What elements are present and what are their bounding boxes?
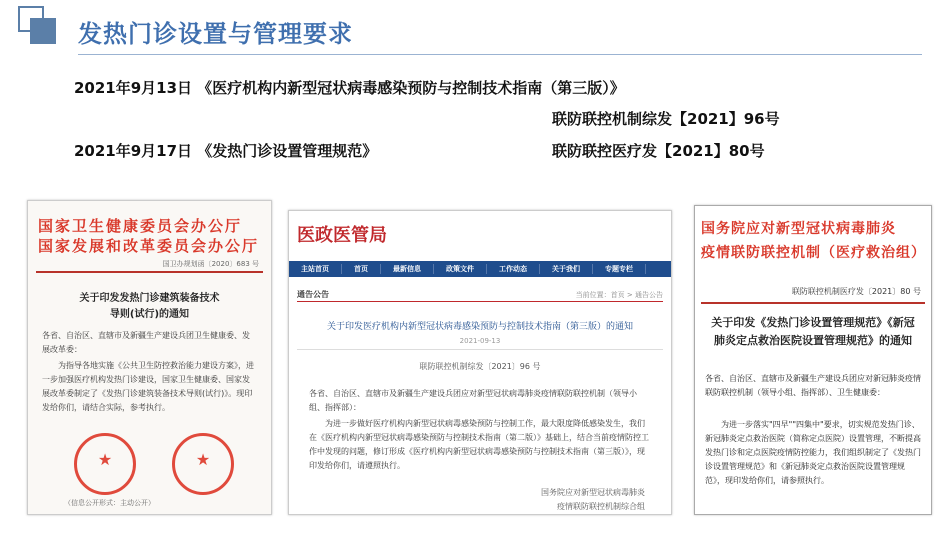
doc1-body-1: 各省、自治区、直辖市及新疆生产建设兵团卫生健康委、发展改革委： — [42, 331, 250, 354]
doc1-stamp-1 — [74, 433, 136, 495]
doc2-nav-item[interactable]: 专题专栏 — [593, 264, 646, 274]
doc2-nav-item[interactable]: 工作动态 — [487, 264, 540, 274]
doc1-red-rule — [36, 271, 263, 273]
doc1-body-2: 为指导各地实施《公共卫生防控救治能力建设方案》，进一步加强医疗机构发热门诊建设，国家卫生健康委、国家发展改革委制定了《发热门诊建筑装备技术导则(试行)》。现印发给你们，请结合实际，参考执行。 — [42, 361, 254, 412]
doc2-nav-item[interactable]: 政策文件 — [434, 264, 487, 274]
doc1-title-1: 关于印发发热门诊建筑装备技术 — [79, 293, 220, 304]
doc3-header-1: 国务院应对新型冠状病毒肺炎 — [701, 221, 896, 237]
doc1-doc-no: 国卫办规划函〔2020〕683 号 — [162, 260, 259, 268]
doc3-body-2: 为进一步落实"四早""四集中"要求，切实规范发热门诊、新冠肺炎定点救治医院（简称定点医院）设置管理，不断提高发热门诊和定点医院疫情防控能力，我们组织制定了《发热门诊设置管理规范》和《新冠肺炎定点救治医院设置管理规范》，现印发给你们，请参照执行。 — [705, 420, 921, 485]
doc3-red-rule — [701, 302, 925, 304]
doc2-body-1: 各省、自治区、直辖市及新疆生产建设兵团应对新型冠状病毒肺炎疫情联防联控机制（领导小组、指挥部）： — [309, 389, 637, 412]
line1-doc-no: 联防联控机制综发【2021】96号 — [552, 110, 780, 128]
doc2-breadcrumb: 当前位置：首页 > 通告公告 — [575, 291, 663, 299]
doc2-sign-1: 国务院应对新型冠状病毒肺炎 — [541, 488, 645, 497]
doc2-doc-no: 联防联控机制综发〔2021〕96 号 — [419, 362, 541, 371]
doc1-stamp-2 — [172, 433, 234, 495]
document-image-1 — [27, 200, 272, 515]
slide-title: 发热门诊设置与管理要求 — [78, 20, 353, 48]
doc1-header-1: 国家卫生健康委员会办公厅 — [38, 217, 243, 235]
doc2-nav-bar — [289, 261, 671, 277]
doc2-nav-item[interactable]: 最新信息 — [381, 264, 434, 274]
star-icon: ★ — [97, 450, 113, 469]
doc1-header-2: 国家发展和改革委员会办公厅 — [38, 237, 260, 255]
doc3-header-2: 疫情联防联控机制（医疗救治组） — [701, 245, 926, 261]
doc2-title: 关于印发医疗机构内新型冠状病毒感染预防与控制技术指南（第三版）的通知 — [326, 322, 633, 332]
doc3-title-1: 关于印发《发热门诊设置管理规范》《新冠 — [711, 316, 915, 329]
star-icon: ★ — [195, 450, 211, 469]
doc2-nav-item[interactable]: 关于我们 — [540, 264, 593, 274]
logo-filled-square — [30, 18, 56, 44]
doc2-section: 通告公告 — [297, 290, 329, 299]
line2-doc-no: 联防联控医疗发【2021】80号 — [552, 142, 765, 160]
doc2-site-title: 医政医管局 — [297, 225, 387, 246]
line1-text: 2021年9月13日 《医疗机构内新型冠状病毒感染预防与控制技术指南（第三版）》 — [74, 79, 625, 97]
doc1-title-2: 导则(试行)的通知 — [109, 309, 190, 320]
doc2-nav-item[interactable]: 主站首页 — [289, 264, 342, 274]
doc2-nav-item[interactable]: 首页 — [342, 264, 381, 274]
line2-text: 2021年9月17日 《发热门诊设置管理规范》 — [74, 142, 378, 160]
doc2-body-2: 为进一步做好医疗机构内新型冠状病毒感染预防与控制工作，最大限度降低感染发生，我们在《医疗机构内新型冠状病毒感染预防与控制技术指南（第二版）》基础上，结合当前疫情防控工作中发现的问题，修订形成《医疗机构内新型冠状病毒感染预防与控制技术指南（第三版）》，现印发给你们，请遵照执行。 — [309, 419, 649, 470]
document-image-2 — [288, 210, 672, 515]
doc1-footer: （信息公开形式：主动公开） — [64, 499, 155, 507]
doc2-date: 2021-09-13 — [459, 337, 501, 345]
title-divider — [78, 54, 922, 55]
document-image-3 — [694, 205, 932, 515]
doc2-divider — [297, 349, 663, 350]
doc2-sign-2: 疫情联防联控机制综合组 — [557, 502, 645, 511]
doc3-doc-no: 联防联控机制医疗发〔2021〕80 号 — [791, 287, 921, 296]
doc3-body-1: 各省、自治区、直辖市及新疆生产建设兵团应对新冠肺炎疫情联防联控机制（领导小组、指挥部）、卫生健康委： — [705, 374, 921, 397]
doc3-title-2: 肺炎定点救治医院设置管理规范》的通知 — [714, 334, 912, 347]
doc2-section-rule — [297, 301, 663, 302]
